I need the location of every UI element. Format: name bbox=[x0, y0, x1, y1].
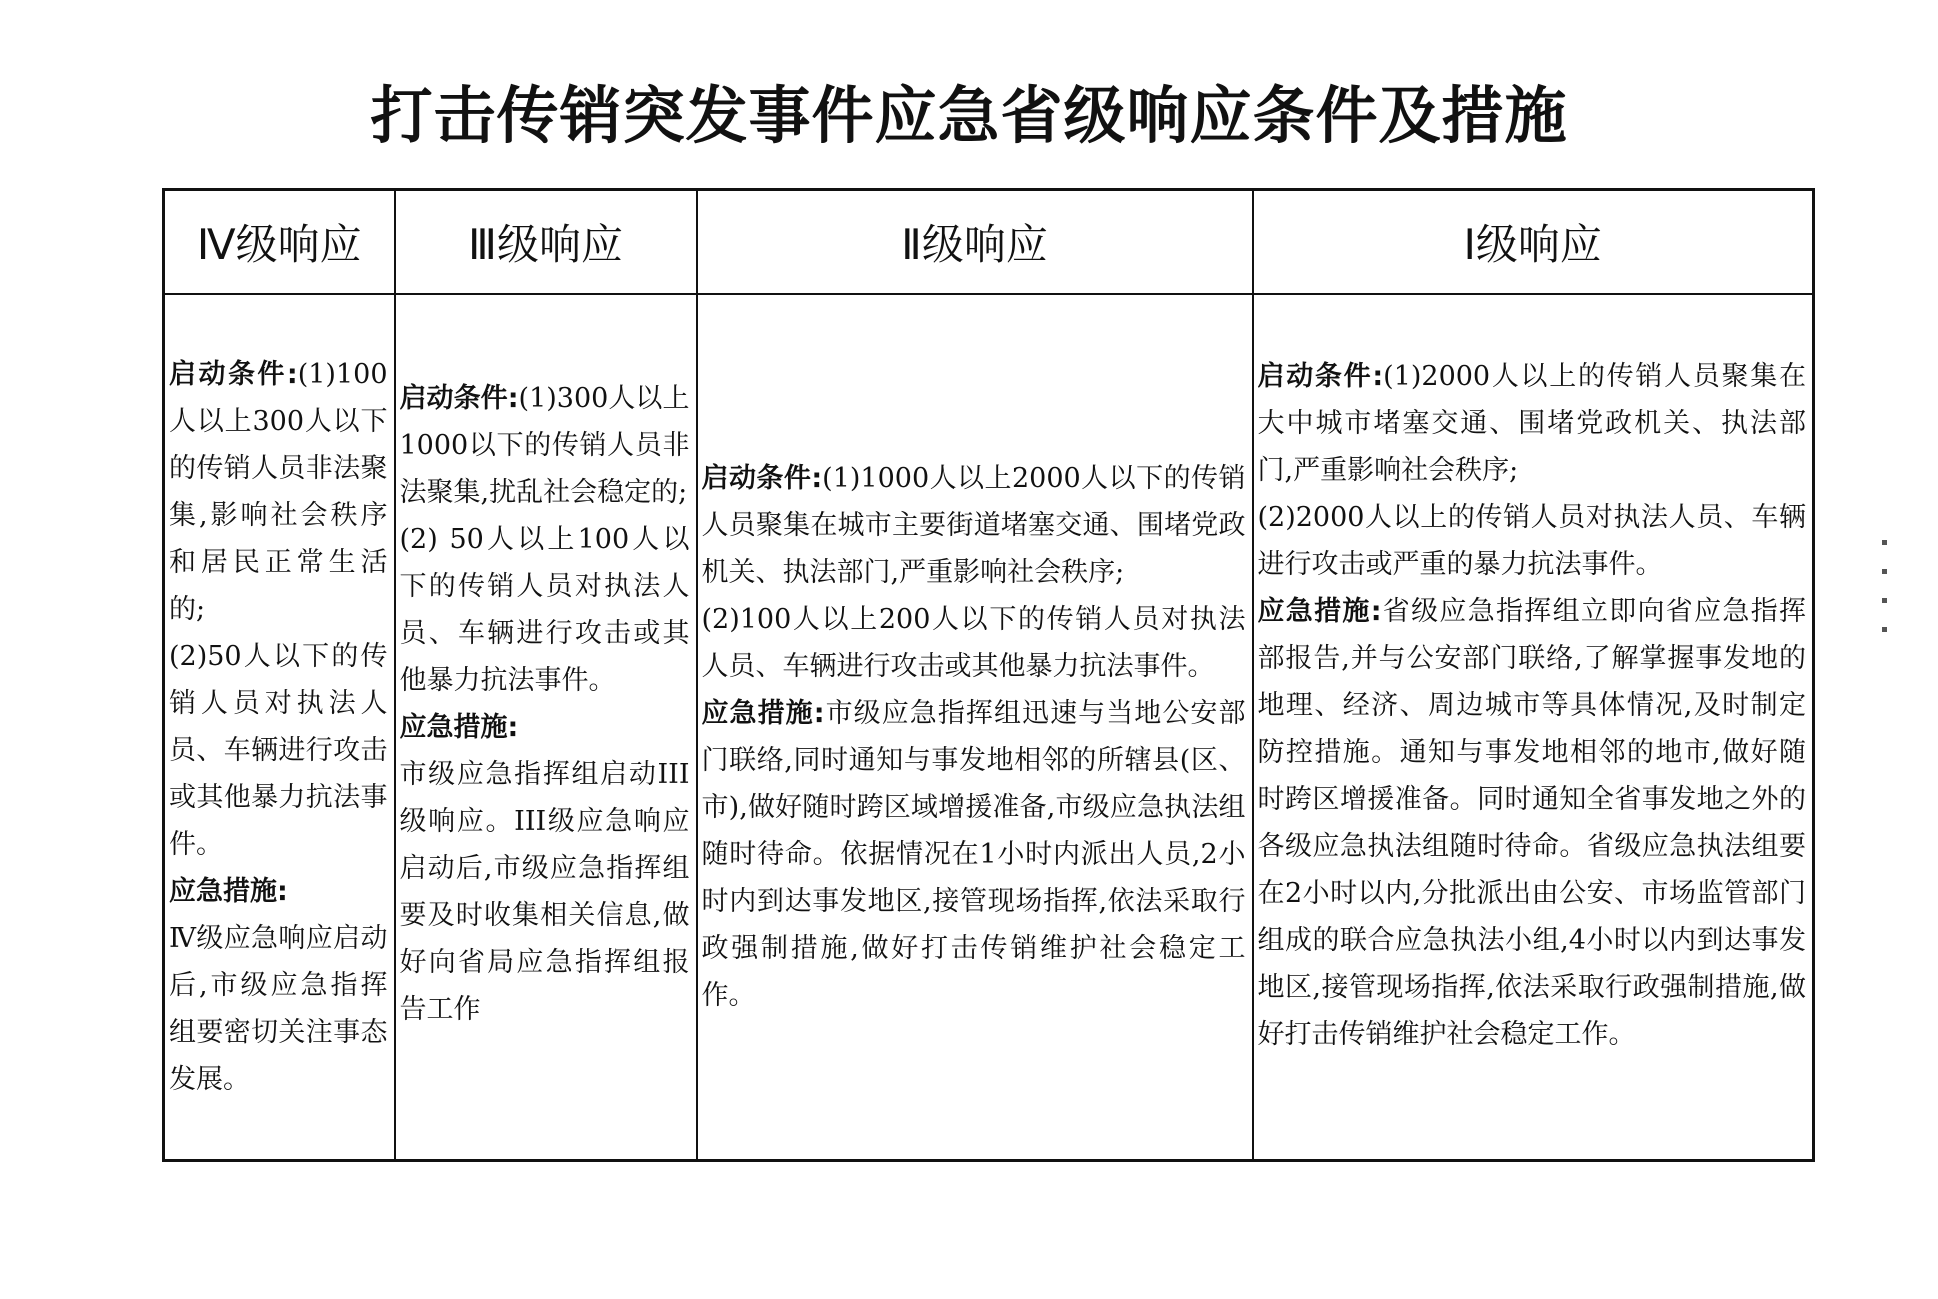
scan-speck bbox=[1882, 569, 1887, 574]
response-table bbox=[162, 188, 1815, 1162]
measure-label: 应急措施: bbox=[701, 698, 825, 729]
start-condition-text: (1)2000人以上的传销人员聚集在大中城市堵塞交通、围堵党政机关、执法部门,严重影响社会秩序; bbox=[1257, 361, 1806, 486]
start-condition-text: (1)300人以上1000以下的传销人员非法聚集,扰乱社会稳定的; bbox=[399, 383, 690, 508]
start-condition-label: 启动条件: bbox=[701, 463, 823, 494]
scan-speck bbox=[1882, 598, 1887, 603]
measure-text: 省级应急指挥组立即向省应急指挥部报告,并与公安部门联络,了解掌握事发地的地理、经济、周边城市等具体情况,及时制定防控措施。通知与事发地相邻的地市,做好随时跨区增援准备。同时通知全省事发地之外的各级应急执法组随时待命。省级应急执法组要在2小时以内,分批派出由公安、市场监管部门组成的联合应急执法小组,4小时以内到达事发地区,接管现场指挥,依法采取行政强制措施,做好打击传销维护社会稳定工作。 bbox=[1257, 596, 1806, 1050]
content-row bbox=[164, 294, 1814, 1161]
measure-label: 应急措施: bbox=[399, 712, 519, 743]
header-row bbox=[164, 190, 1814, 295]
start-condition-text: (1)100人以上300人以下的传销人员非法聚集,影响社会秩序和居民正常生活的; bbox=[169, 359, 388, 625]
measure-text: 市级应急指挥组迅速与当地公安部门联络,同时通知与事发地相邻的所辖县(区、市),做好随时跨区域增援准备,市级应急执法组随时待命。依据情况在1小时内派出人员,2小时内到达事发地区,接管现场指挥,依法采取行政强制措施,做好打击传销维护社会稳定工作。 bbox=[701, 698, 1246, 1011]
cell-level-1 bbox=[1253, 294, 1814, 1161]
page-title: 打击传销突发事件应急省级响应条件及措施 bbox=[370, 79, 1568, 152]
start-condition-text-2: (2) 50人以上100人以下的传销人员对执法人员、车辆进行攻击或其他暴力抗法事件。 bbox=[399, 524, 690, 696]
start-condition-text: (1)1000人以上2000人以下的传销人员聚集在城市主要街道堵塞交通、围堵党政机关、执法部门,严重影响社会秩序; bbox=[701, 463, 1246, 588]
header-level-1: Ⅰ级响应 bbox=[1253, 190, 1814, 295]
measure-text: Ⅳ级应急响应启动后,市级应急指挥组要密切关注事态发展。 bbox=[169, 923, 388, 1095]
measure-label: 应急措施: bbox=[169, 876, 288, 907]
start-condition-label: 启动条件: bbox=[169, 359, 298, 390]
scan-speck bbox=[1882, 627, 1887, 632]
cell-level-2 bbox=[697, 294, 1253, 1161]
header-level-4: Ⅳ级响应 bbox=[164, 190, 395, 295]
start-condition-text-2: (2)50人以下的传销人员对执法人员、车辆进行攻击或其他暴力抗法事件。 bbox=[169, 641, 388, 860]
start-condition-label: 启动条件: bbox=[399, 383, 519, 414]
measure-text: 市级应急指挥组启动III级响应。III级应急响应启动后,市级应急指挥组要及时收集相关信息,做好向省局应急指挥组报告工作 bbox=[399, 759, 690, 1025]
measure-label: 应急措施: bbox=[1257, 596, 1382, 627]
start-condition-text-2: (2)100人以上200人以下的传销人员对执法人员、车辆进行攻击或其他暴力抗法事件。 bbox=[701, 604, 1246, 682]
cell-level-3 bbox=[395, 294, 697, 1161]
header-level-2: Ⅱ级响应 bbox=[697, 190, 1253, 295]
header-level-3: Ⅲ级响应 bbox=[395, 190, 697, 295]
scan-specks bbox=[1882, 540, 1892, 656]
start-condition-label: 启动条件: bbox=[1257, 361, 1384, 392]
cell-level-4 bbox=[164, 294, 395, 1161]
start-condition-text-2: (2)2000人以上的传销人员对执法人员、车辆进行攻击或严重的暴力抗法事件。 bbox=[1257, 502, 1806, 580]
scan-speck bbox=[1882, 540, 1887, 545]
